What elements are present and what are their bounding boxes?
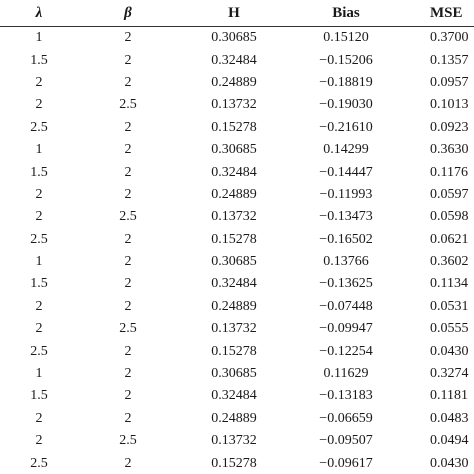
cell-bias: 0.11629 xyxy=(323,366,369,382)
cell-lambda: 1 xyxy=(35,254,43,270)
cell-h: 0.30685 xyxy=(211,366,257,382)
cell-bias: −0.13183 xyxy=(319,388,373,404)
table-row xyxy=(0,273,474,295)
cell-mse: 0.1134 xyxy=(430,276,468,292)
cell-lambda: 2 xyxy=(35,209,43,225)
cell-beta: 2 xyxy=(124,74,132,90)
cell-h: 0.13732 xyxy=(211,97,257,113)
cell-lambda: 2 xyxy=(35,186,43,202)
cell-mse: 0.3602 xyxy=(430,254,469,270)
cell-beta: 2.5 xyxy=(119,209,137,225)
cell-bias: −0.11993 xyxy=(319,186,373,202)
cell-lambda: 1.5 xyxy=(30,388,48,404)
cell-h: 0.13732 xyxy=(211,209,257,225)
table-row xyxy=(0,296,474,318)
cell-h: 0.24889 xyxy=(211,410,257,426)
cell-beta: 2 xyxy=(124,388,132,404)
cell-beta: 2.5 xyxy=(119,97,137,113)
table-row xyxy=(0,430,474,452)
cell-lambda: 2.5 xyxy=(30,231,48,247)
cell-bias: −0.15206 xyxy=(319,52,373,68)
cell-h: 0.13732 xyxy=(211,433,257,449)
cell-beta: 2.5 xyxy=(119,433,137,449)
cell-lambda: 2 xyxy=(35,97,43,113)
cell-bias: −0.16502 xyxy=(319,231,373,247)
cell-mse: 0.0597 xyxy=(430,186,469,202)
cell-mse: 0.0483 xyxy=(430,410,469,426)
cell-h: 0.24889 xyxy=(211,186,257,202)
cell-lambda: 1 xyxy=(35,366,43,382)
cell-mse: 0.3274 xyxy=(430,366,469,382)
cell-lambda: 2 xyxy=(35,410,43,426)
cell-h: 0.30685 xyxy=(211,30,257,46)
table-row xyxy=(0,139,474,161)
cell-bias: −0.18819 xyxy=(319,74,373,90)
cell-mse: 0.3630 xyxy=(430,142,469,158)
table-row xyxy=(0,452,474,474)
cell-mse: 0.1181 xyxy=(430,388,468,404)
table-row xyxy=(0,94,474,116)
cell-mse: 0.0494 xyxy=(430,433,469,449)
cell-h: 0.32484 xyxy=(211,164,257,180)
cell-lambda: 1.5 xyxy=(30,276,48,292)
cell-mse: 0.0555 xyxy=(430,321,469,337)
cell-mse: 0.0621 xyxy=(430,231,469,247)
header-bias: Bias xyxy=(290,0,402,27)
cell-bias: −0.19030 xyxy=(319,97,373,113)
cell-bias: 0.14299 xyxy=(323,142,369,158)
cell-bias: 0.13766 xyxy=(323,254,369,270)
cell-mse: 0.3700 xyxy=(430,30,469,46)
cell-lambda: 2 xyxy=(35,433,43,449)
cell-lambda: 2.5 xyxy=(30,119,48,135)
cell-lambda: 1.5 xyxy=(30,52,48,68)
cell-beta: 2 xyxy=(124,142,132,158)
cell-bias: −0.06659 xyxy=(319,410,373,426)
table-row xyxy=(0,363,474,385)
cell-mse: 0.0531 xyxy=(430,298,469,314)
cell-lambda: 1 xyxy=(35,142,43,158)
cell-bias: −0.12254 xyxy=(319,343,373,359)
cell-lambda: 1.5 xyxy=(30,164,48,180)
table-row xyxy=(0,385,474,407)
header-beta: β xyxy=(78,0,178,27)
header-lambda: λ xyxy=(0,0,78,27)
cell-lambda: 2.5 xyxy=(30,343,48,359)
cell-mse: 0.0430 xyxy=(430,343,469,359)
table-row xyxy=(0,49,474,71)
cell-beta: 2 xyxy=(124,52,132,68)
cell-bias: −0.14447 xyxy=(319,164,373,180)
cell-h: 0.13732 xyxy=(211,321,257,337)
cell-beta: 2 xyxy=(124,455,132,471)
cell-lambda: 2 xyxy=(35,321,43,337)
table-row xyxy=(0,184,474,206)
cell-h: 0.24889 xyxy=(211,74,257,90)
cell-beta: 2 xyxy=(124,186,132,202)
cell-h: 0.15278 xyxy=(211,455,257,471)
cell-mse: 0.1357 xyxy=(430,52,469,68)
cell-h: 0.32484 xyxy=(211,52,257,68)
cell-beta: 2 xyxy=(124,276,132,292)
table-row xyxy=(0,318,474,340)
cell-h: 0.32484 xyxy=(211,276,257,292)
cell-h: 0.24889 xyxy=(211,298,257,314)
cell-beta: 2 xyxy=(124,254,132,270)
cell-h: 0.32484 xyxy=(211,388,257,404)
table-row xyxy=(0,27,474,50)
cell-beta: 2 xyxy=(124,231,132,247)
cell-h: 0.15278 xyxy=(211,119,257,135)
cell-mse: 0.0598 xyxy=(430,209,469,225)
cell-mse: 0.1176 xyxy=(430,164,468,180)
cell-bias: −0.21610 xyxy=(319,119,373,135)
cell-bias: 0.15120 xyxy=(323,30,369,46)
cell-bias: −0.07448 xyxy=(319,298,373,314)
cell-lambda: 2.5 xyxy=(30,455,48,471)
cell-beta: 2 xyxy=(124,298,132,314)
table-row xyxy=(0,117,474,139)
cell-lambda: 2 xyxy=(35,298,43,314)
header-row xyxy=(0,0,474,27)
cell-beta: 2 xyxy=(124,410,132,426)
cell-bias: −0.09617 xyxy=(319,455,373,471)
table-row xyxy=(0,206,474,228)
table-header xyxy=(0,0,474,27)
cell-beta: 2.5 xyxy=(119,321,137,337)
cell-lambda: 1 xyxy=(35,30,43,46)
cell-mse: 0.0430 xyxy=(430,455,469,471)
cell-mse: 0.0923 xyxy=(430,119,469,135)
cell-beta: 2 xyxy=(124,164,132,180)
cell-bias: −0.09507 xyxy=(319,433,373,449)
cell-bias: −0.13473 xyxy=(319,209,373,225)
cell-bias: −0.13625 xyxy=(319,276,373,292)
table-row xyxy=(0,340,474,362)
table-row xyxy=(0,161,474,183)
cell-bias: −0.09947 xyxy=(319,321,373,337)
header-mse: MSE xyxy=(402,0,474,27)
cell-beta: 2 xyxy=(124,343,132,359)
cell-h: 0.15278 xyxy=(211,231,257,247)
cell-beta: 2 xyxy=(124,366,132,382)
cell-mse: 0.1013 xyxy=(430,97,469,113)
cell-h: 0.15278 xyxy=(211,343,257,359)
header-h: H xyxy=(178,0,290,27)
cell-mse: 0.0957 xyxy=(430,74,469,90)
table-row xyxy=(0,229,474,251)
table-row xyxy=(0,408,474,430)
cell-lambda: 2 xyxy=(35,74,43,90)
cell-h: 0.30685 xyxy=(211,254,257,270)
table-body xyxy=(0,27,474,474)
cell-beta: 2 xyxy=(124,30,132,46)
cell-beta: 2 xyxy=(124,119,132,135)
table-row xyxy=(0,72,474,94)
table-row xyxy=(0,251,474,273)
cell-h: 0.30685 xyxy=(211,142,257,158)
